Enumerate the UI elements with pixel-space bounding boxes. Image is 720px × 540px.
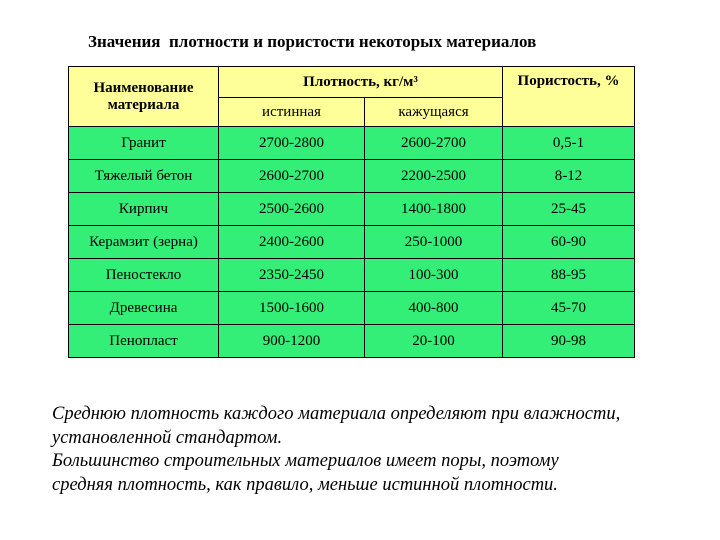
cell-material: Кирпич [69, 193, 219, 226]
cell-material: Керамзит (зерна) [69, 226, 219, 259]
cell-apparent-density: 1400-1800 [365, 193, 503, 226]
footnote [52, 403, 712, 497]
cell-apparent-density: 100-300 [365, 259, 503, 292]
table-row [69, 160, 635, 193]
subheader-apparent-density: кажущаяся [365, 98, 503, 127]
cell-true-density: 2400-2600 [219, 226, 365, 259]
cell-apparent-density: 2200-2500 [365, 160, 503, 193]
cell-porosity: 45-70 [503, 292, 635, 325]
cell-true-density: 1500-1600 [219, 292, 365, 325]
table-row [69, 226, 635, 259]
table-body [69, 127, 635, 358]
cell-porosity: 88-95 [503, 259, 635, 292]
cell-true-density: 2350-2450 [219, 259, 365, 292]
col-header-material: Наименование материала [69, 67, 219, 127]
cell-true-density: 2500-2600 [219, 193, 365, 226]
cell-material: Тяжелый бетон [69, 160, 219, 193]
cell-true-density: 2700-2800 [219, 127, 365, 160]
table-row [69, 292, 635, 325]
footnote-line: Большинство строительных материалов имеет поры, поэтому [52, 451, 559, 471]
page-title: Значения плотности и пористости некоторых материалов [88, 32, 537, 51]
cell-material: Древесина [69, 292, 219, 325]
cell-apparent-density: 2600-2700 [365, 127, 503, 160]
table-row [69, 127, 635, 160]
cell-true-density: 2600-2700 [219, 160, 365, 193]
cell-material: Пеностекло [69, 259, 219, 292]
table-row [69, 259, 635, 292]
cell-porosity: 0,5-1 [503, 127, 635, 160]
col-header-density: Плотность, кг/м³ [219, 67, 503, 98]
cell-porosity: 90-98 [503, 325, 635, 358]
table-row [69, 193, 635, 226]
cell-apparent-density: 400-800 [365, 292, 503, 325]
table-header-row [69, 67, 635, 98]
footnote-line: Среднюю плотность каждого материала определяют при влажности, [52, 404, 621, 424]
footnote-line: средняя плотность, как правило, меньше истинной плотности. [52, 474, 558, 495]
cell-material: Пенопласт [69, 325, 219, 358]
table-row [69, 325, 635, 358]
cell-material: Гранит [69, 127, 219, 160]
cell-porosity: 8-12 [503, 160, 635, 193]
subheader-true-density: истинная [219, 98, 365, 127]
cell-true-density: 900-1200 [219, 325, 365, 358]
cell-porosity: 25-45 [503, 193, 635, 226]
col-header-porosity: Пористость, % [503, 67, 635, 127]
cell-apparent-density: 20-100 [365, 325, 503, 358]
density-porosity-table [68, 66, 635, 358]
cell-porosity: 60-90 [503, 226, 635, 259]
cell-apparent-density: 250-1000 [365, 226, 503, 259]
footnote-line: установленной стандартом. [52, 427, 283, 448]
